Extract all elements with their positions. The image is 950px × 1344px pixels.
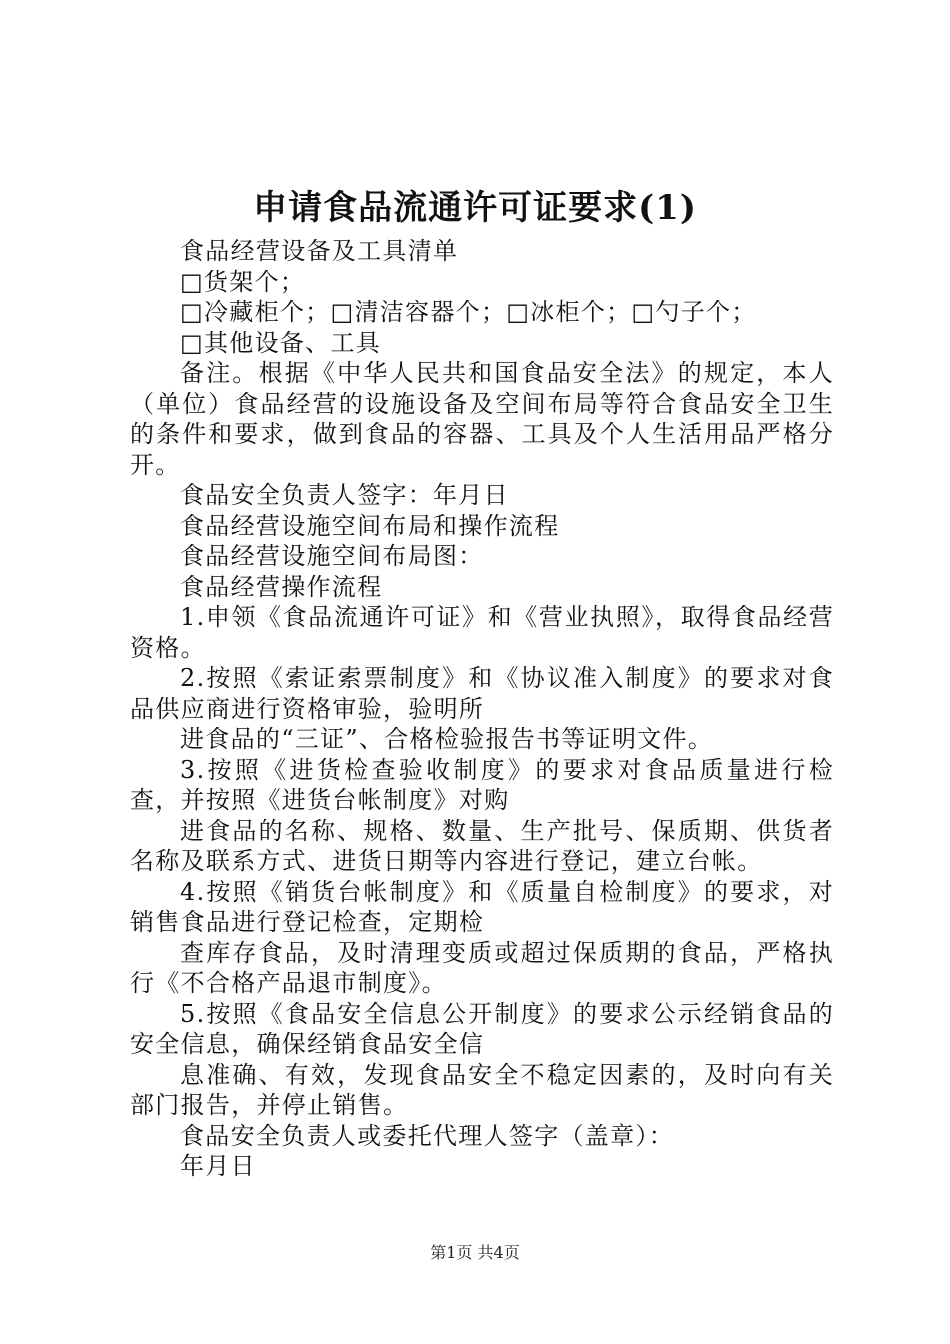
paragraph-layout-diagram-label: 食品经营设施空间布局图： <box>180 542 484 570</box>
paragraph-step-4-cont: 查库存食品，及时清理变质或超过保质期的食品，严格执行《不合格产品退市制度》。 <box>130 938 834 997</box>
paragraph-step-2: 2.按照《索证索票制度》和《协议准入制度》的要求对食品供应商进行资格审验，验明所 <box>130 664 834 723</box>
paragraph-step-3: 3.按照《进货检查验收制度》的要求对食品质量进行检查，并按照《进货台帐制度》对购 <box>130 755 834 814</box>
paragraph-equipment-list-heading: 食品经营设备及工具清单 <box>180 237 459 265</box>
paragraph-final-signature: 食品安全负责人或委托代理人签字（盖章）： <box>180 1121 674 1150</box>
document-title: 申请食品流通许可证要求(1) <box>253 188 697 228</box>
paragraph-step-4: 4.按照《销货台帐制度》和《质量自检制度》的要求，对销售食品进行登记检查，定期检 <box>130 877 834 936</box>
paragraph-process-heading: 食品经营操作流程 <box>180 572 383 601</box>
paragraph-step-1: 1.申领《食品流通许可证》和《营业执照》，取得食品经营资格。 <box>130 603 834 662</box>
paragraph-step-3-cont: 进食品的名称、规格、数量、生产批号、保质期、供货者名称及联系方式、进货日期等内容进行登记，建立台帐。 <box>130 816 834 875</box>
paragraph-checkbox-other: □其他设备、工具 <box>180 328 382 357</box>
document-body <box>130 236 834 1182</box>
paragraph-checkbox-shelves: □货架个； <box>180 267 306 296</box>
paragraph-checkbox-cabinets: □冷藏柜个；□清洁容器个；□冰柜个；□勺子个； <box>180 298 757 326</box>
paragraph-signature-date: 食品安全负责人签字：年月日 <box>180 481 509 509</box>
paragraph-step-5-cont: 息准确、有效，发现食品安全不稳定因素的，及时向有关部门报告，并停止销售。 <box>130 1060 834 1119</box>
paragraph-step-2-cont: 进食品的“三证”、合格检验报告书等证明文件。 <box>180 725 714 753</box>
paragraph-step-5: 5.按照《食品安全信息公开制度》的要求公示经销食品的安全信息，确保经销食品安全信 <box>130 999 834 1058</box>
paragraph-layout-heading: 食品经营设施空间布局和操作流程 <box>180 511 560 540</box>
paragraph-remarks: 备注。根据《中华人民共和国食品安全法》的规定，本人（单位）食品经营的设施设备及空间布局等符合食品安全卫生的条件和要求，做到食品的容器、工具及个人生活用品严格分开。 <box>130 359 834 479</box>
paragraph-final-date: 年月日 <box>180 1152 256 1180</box>
page-number-footer: 第1页 共4页 <box>430 1243 520 1262</box>
